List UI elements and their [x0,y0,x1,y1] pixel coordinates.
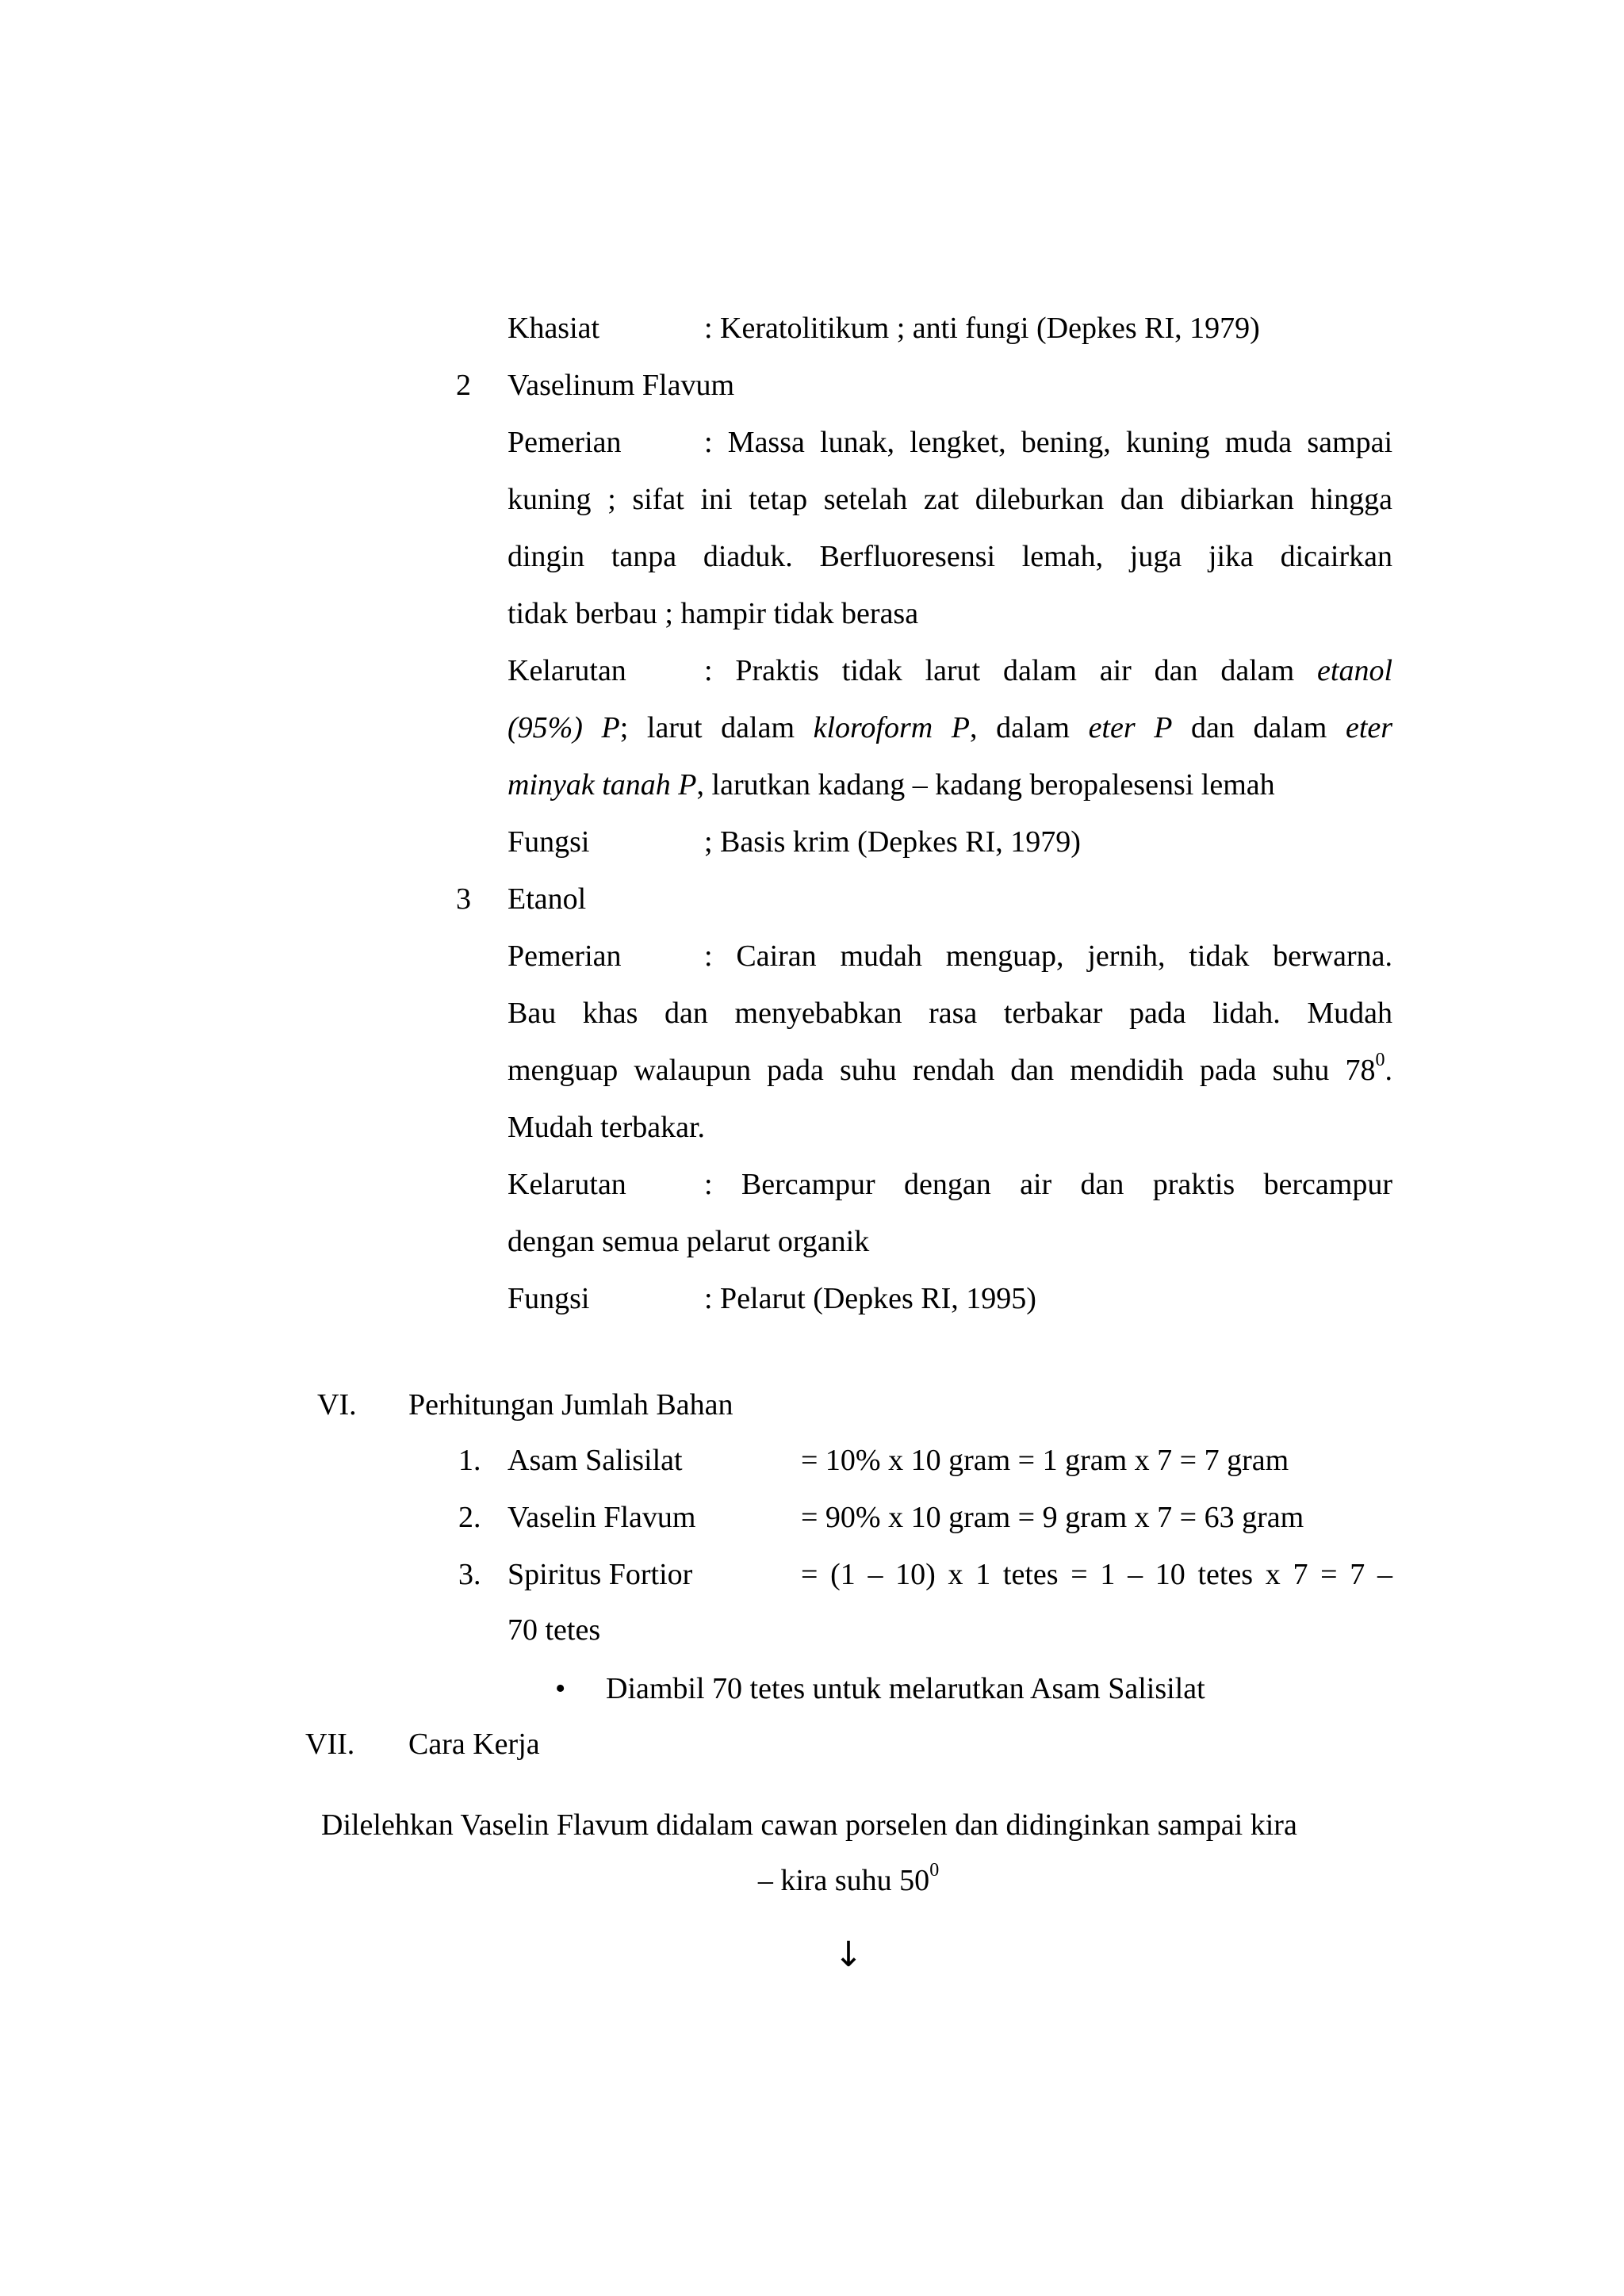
calc-row-number: 3. [458,1558,481,1591]
down-arrow-icon: ↓ [833,1934,864,1975]
calc-row-formula: = 90% x 10 gram = 9 gram x 7 = 63 gram [801,1501,1304,1534]
kelarutan-italic-term: eter [1345,711,1393,744]
kelarutan-label: Kelarutan [508,654,626,687]
item-name-etanol: Etanol [508,882,587,916]
procedure-step-line [301,1852,1396,1909]
kelarutan-italic-term: etanol [1317,654,1393,687]
section-numeral-vi: VI. [317,1388,357,1422]
item-name-vaselinum-flavum: Vaselinum Flavum [508,369,735,402]
kelarutan-text: : Praktis tidak larut dalam air dan dalam [704,654,1295,687]
pemerian-value: : Cairan mudah menguap, jernih, tidak berwarna. [704,939,1392,973]
pemerian-text: menguap walaupun pada suhu rendah dan mendidih pada suhu 78 [508,1054,1376,1087]
pemerian-text: . [1385,1054,1392,1087]
fungsi-label: Fungsi [508,1282,590,1315]
kelarutan-italic-term: eter P [1088,711,1173,744]
item-number-2: 2 [456,369,471,402]
bullet-text: Diambil 70 tetes untuk melarutkan Asam Salisilat [606,1672,1205,1705]
kelarutan-value [704,642,1392,699]
section-title-cara-kerja: Cara Kerja [408,1728,540,1761]
fungsi-value: : Pelarut (Depkes RI, 1995) [704,1282,1036,1315]
fungsi-value: ; Basis krim (Depkes RI, 1979) [704,825,1081,859]
pemerian-label: Pemerian [508,426,622,459]
pemerian-line: Bau khas dan menyebabkan rasa terbakar pada lidah. Mudah [508,997,1392,1030]
kelarutan-line [508,756,1275,813]
kelarutan-value: : Bercampur dengan air dan praktis bercampur [704,1168,1392,1201]
kelarutan-italic-term: minyak tanah P [508,768,697,802]
procedure-step-line: Dilelehkan Vaselin Flavum didalam cawan porselen dan didinginkan sampai kira [321,1808,1297,1842]
pemerian-value: : Massa lunak, lengket, bening, kuning muda sampai [704,426,1392,459]
degree-superscript: 0 [929,1860,940,1881]
calc-row-continuation: 70 tetes [508,1613,601,1647]
calc-row-name: Asam Salisilat [508,1444,683,1477]
calc-row-number: 2. [458,1501,481,1534]
fungsi-label: Fungsi [508,825,590,859]
kelarutan-line [508,699,1392,756]
kelarutan-text: , dalam [970,711,1070,744]
pemerian-line [508,1042,1392,1099]
kelarutan-text: ; larut dalam [619,711,795,744]
kelarutan-line: dengan semua pelarut organik [508,1225,870,1258]
kelarutan-text: , larutkan kadang – kadang beropalesensi lemah [696,768,1275,802]
kelarutan-italic-term: (95%) P [508,711,620,744]
calc-row-formula: = (1 – 10) x 1 tetes = 1 – 10 tetes x 7 = 7 – [801,1558,1392,1591]
calc-row-formula: = 10% x 10 gram = 1 gram x 7 = 7 gram [801,1444,1289,1477]
procedure-step-text: – kira suhu 50 [757,1864,930,1897]
bullet-icon: • [555,1672,566,1705]
item-number-3: 3 [456,882,471,916]
pemerian-line: tidak berbau ; hampir tidak berasa [508,597,919,630]
khasiat-label: Khasiat [508,312,600,345]
kelarutan-label: Kelarutan [508,1168,626,1201]
khasiat-value: : Keratolitikum ; anti fungi (Depkes RI, 1979) [704,312,1260,345]
calc-row-name: Spiritus Fortior [508,1558,693,1591]
kelarutan-text: dan dalam [1191,711,1327,744]
pemerian-line: Mudah terbakar. [508,1111,706,1144]
pemerian-line: kuning ; sifat ini tetap setelah zat dileburkan dan dibiarkan hingga [508,483,1392,516]
section-title-perhitungan: Perhitungan Jumlah Bahan [408,1388,733,1422]
kelarutan-italic-term: kloroform P [813,711,971,744]
calc-row-number: 1. [458,1444,481,1477]
section-numeral-vii: VII. [305,1728,355,1761]
pemerian-line: dingin tanpa diaduk. Berfluoresensi lemah, juga jika dicairkan [508,540,1392,573]
pemerian-label: Pemerian [508,939,622,973]
degree-superscript: 0 [1375,1050,1385,1070]
calc-row-name: Vaselin Flavum [508,1501,696,1534]
